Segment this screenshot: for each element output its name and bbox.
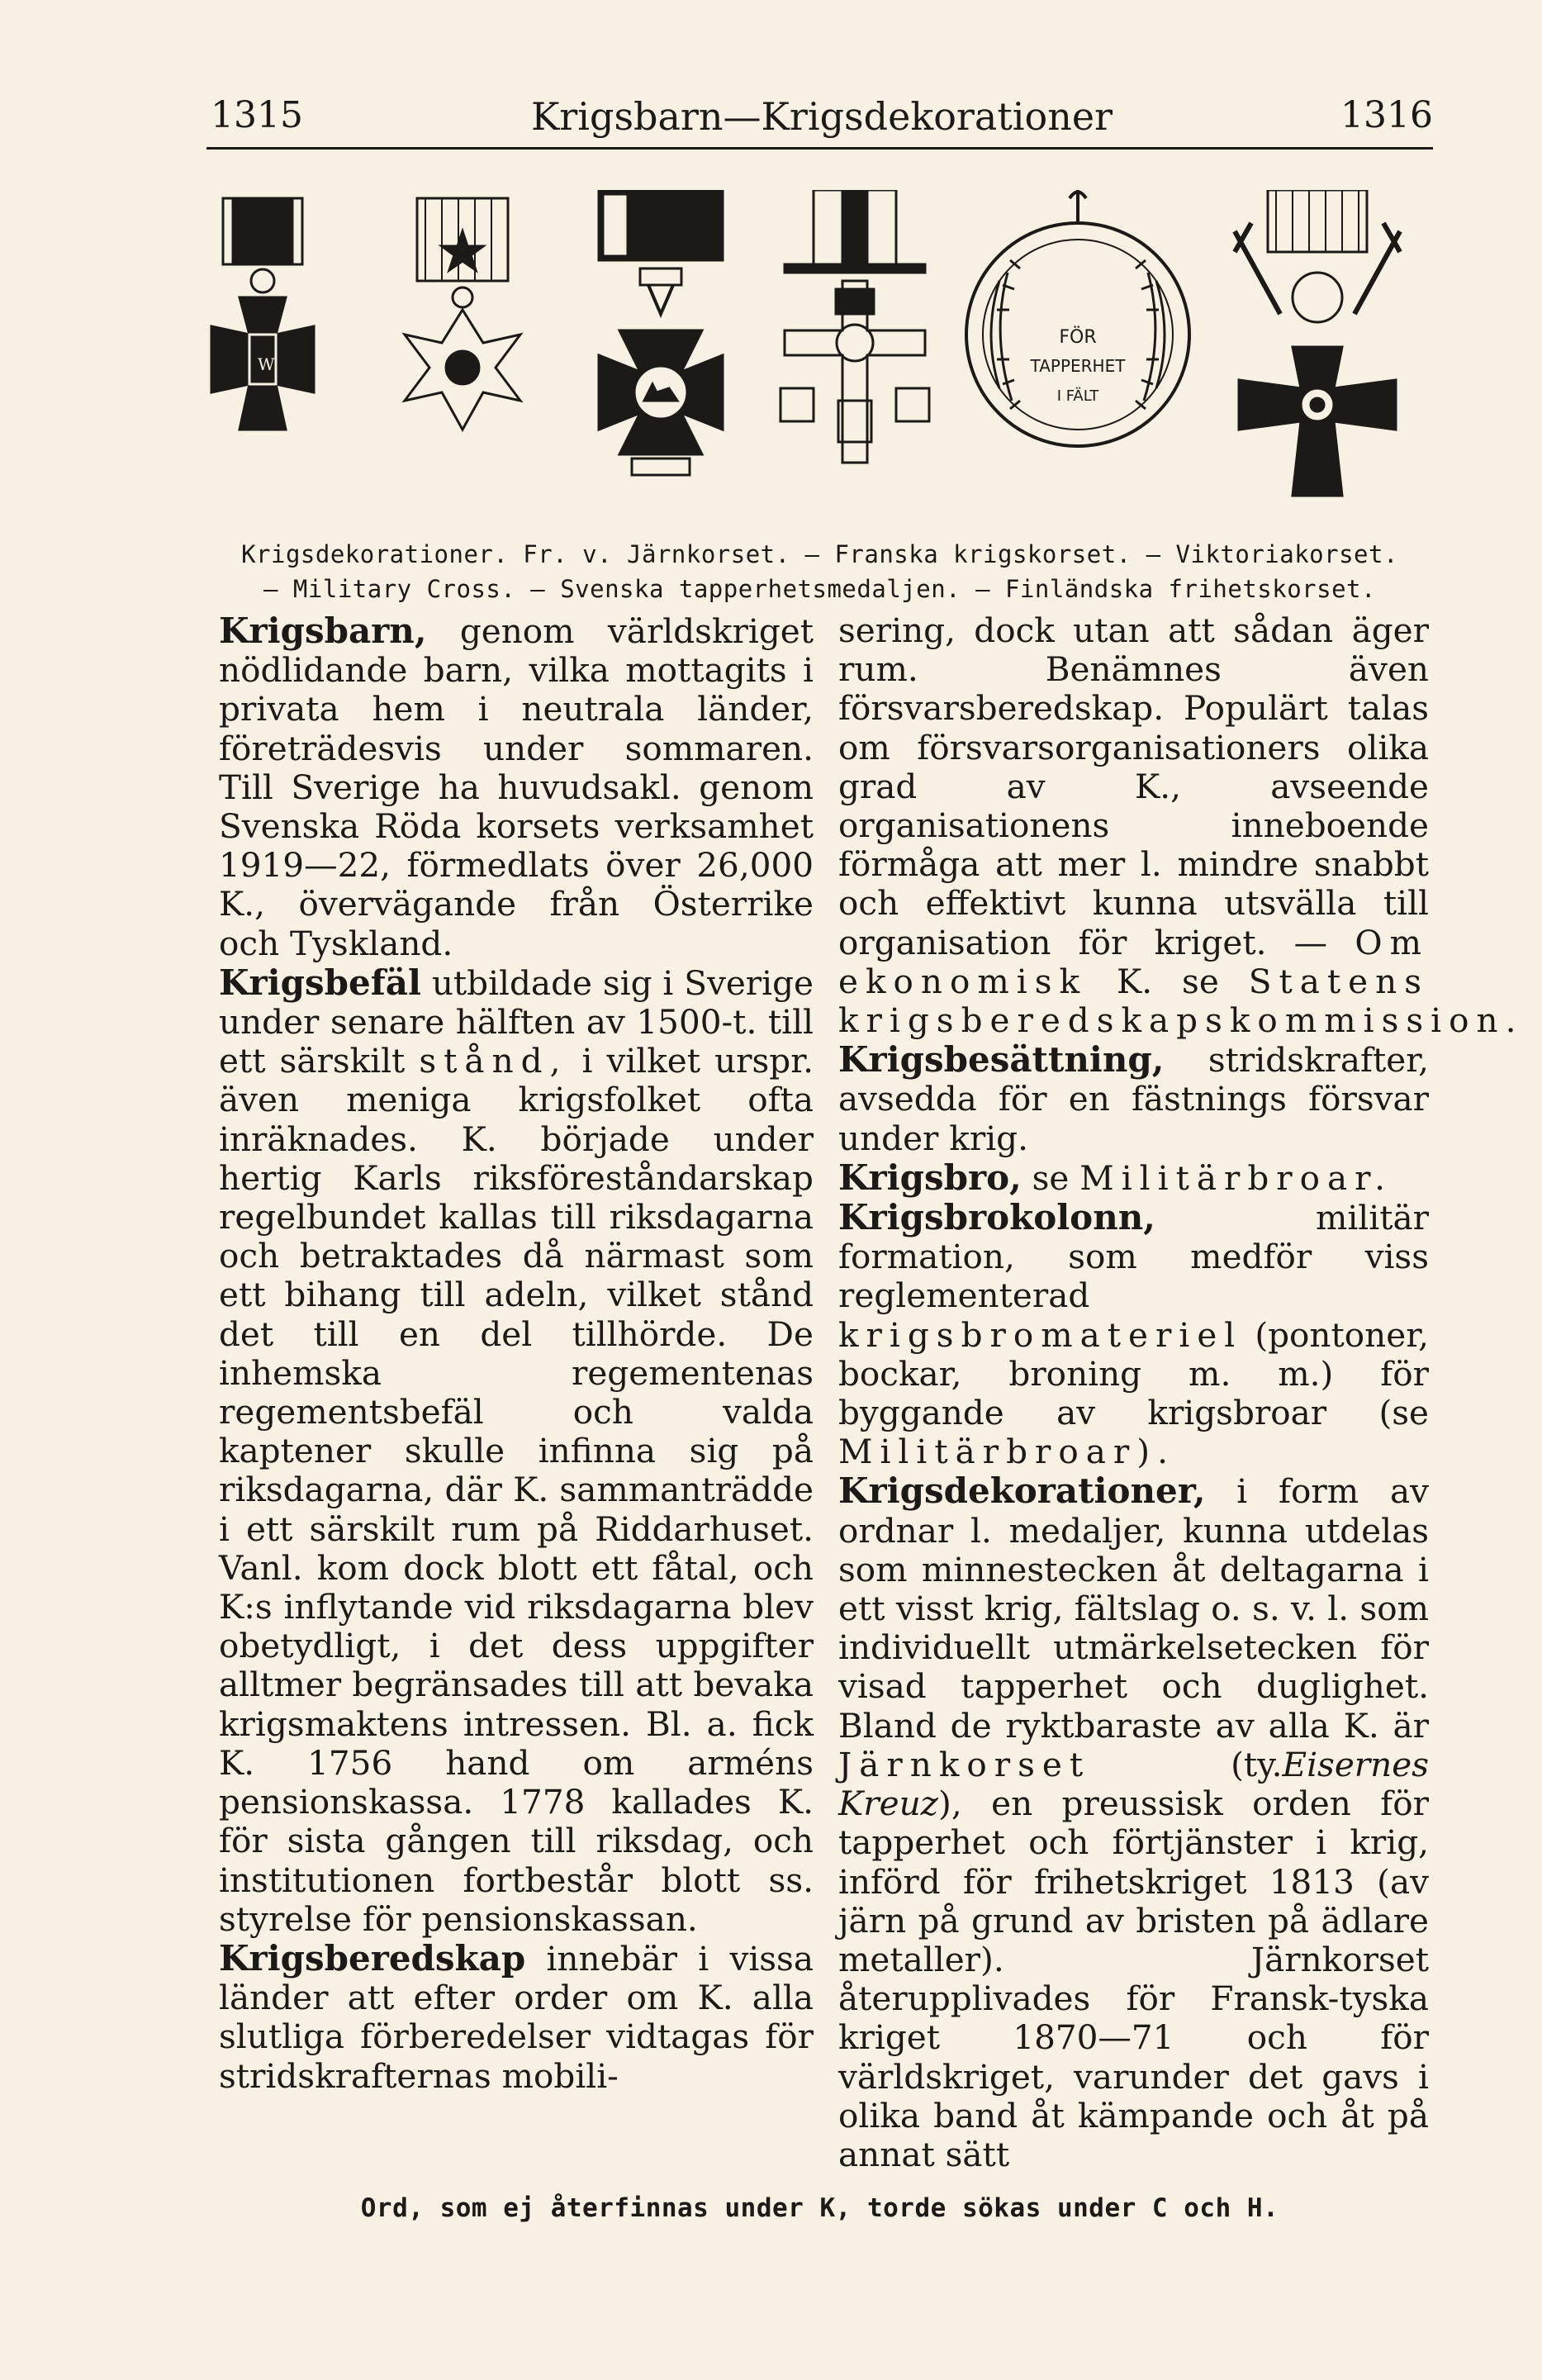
page-number-right: 1316 xyxy=(1340,94,1433,136)
entry-text: K. se xyxy=(1116,961,1219,1001)
entry-text: utbildade sig i Sverige under senare hälften av 1500-t. till ett särskilt xyxy=(219,962,814,1081)
entry-krigsbarn xyxy=(219,611,814,963)
entry-text: sering, dock utan att sådan äger rum. Benämnes även försvarsberedskap. Populärt talas om försvarsorganisationers olika grad av K., avseende organisationens inneboende förmåga att mer l. mindre snabbt och effektivt kunna utsvälla till organisation för kriget. — xyxy=(838,610,1429,962)
headword-krigsdekorationer: Krigsdekorationer, xyxy=(838,1470,1206,1512)
headword-krigsbefal: Krigsbefäl xyxy=(219,962,421,1003)
spaced-term: krigsbromateriel xyxy=(838,1314,1243,1355)
entry-krigsbefal xyxy=(219,963,814,1939)
left-column xyxy=(219,611,814,2096)
spaced-term: Militärbroar). xyxy=(838,1432,1175,1472)
spaced-term: stånd, xyxy=(419,1041,568,1081)
entry-text: militär formation, som medför viss reglementerad xyxy=(838,1198,1429,1316)
entry-krigsbro xyxy=(838,1158,1429,1198)
spaced-term: Statens krigsberedskapskommission. xyxy=(838,961,1524,1041)
italic-term: Eisernes Kreuz xyxy=(838,1744,1429,1824)
medals-illustration xyxy=(206,190,1433,520)
spaced-term: Militärbroar. xyxy=(1079,1157,1393,1198)
medal-text-1: FÖR xyxy=(1059,327,1097,348)
caption-line-1: Krigsdekorationer. Fr. v. Järnkorset. — Franska krigskorset. — Viktoriakorset. xyxy=(241,540,1398,568)
headword-krigsberedskap: Krigsberedskap xyxy=(219,1937,526,1979)
entry-krigsbesattning xyxy=(838,1040,1429,1158)
headword-krigsbrokolonn: Krigsbrokolonn, xyxy=(838,1197,1155,1238)
headword-krigsbesattning: Krigsbesättning, xyxy=(838,1039,1165,1081)
entry-text: se xyxy=(1032,1157,1070,1198)
croix-de-guerre-medal xyxy=(405,198,520,430)
headword-krigsbarn: Krigsbarn, xyxy=(219,610,427,651)
spaced-term: Om ekonomisk xyxy=(838,922,1429,1001)
entry-krigsberedskap xyxy=(219,1939,814,2096)
swedish-bravery-medal xyxy=(966,190,1189,446)
entry-text: i vilket urspr. även meniga krigsfolket ofta inräknades. K. började under hertig Karls riksföreståndarskap regelbundet kallas till riksdagarna och betraktades då närmast som ett bihang till adeln, vilket stånd det till en del tillhörde. De inhemska regementenas regementsbefäl och valda kaptener skulle infinna sig på riksdagarna, där K. sammanträdde i ett särskilt rum på Riddarhuset. Vanl. kom dock blott ett fåtal, och K:s inflytande vid riksdagarna blev obetydligt, i det dess uppgifter alltmer begränsades till att bevaka krigsmaktens intressen. Bl. a. fick K. 1756 hand om arméns pensionskassa. 1778 kallades K. för sista gången till riksdag, och institutionen fortbestår blott ss. styrelse för pensionskassan. xyxy=(219,1041,814,1939)
page-footer-note: Ord, som ej återfinnas under K, torde sökas under C och H. xyxy=(360,2193,1279,2223)
right-column xyxy=(838,610,1524,2174)
entry-krigsdekorationer xyxy=(838,1471,1429,2174)
page-header xyxy=(211,91,1433,149)
finnish-cross-of-liberty-medal xyxy=(1235,190,1400,496)
header-rule xyxy=(206,147,1433,150)
running-title: Krigsbarn—Krigsdekorationer xyxy=(530,94,1113,139)
caption-line-2: — Military Cross. — Svenska tapperhetsmedaljen. — Finländska frihetskorset. xyxy=(263,575,1376,603)
military-cross-medal xyxy=(780,190,929,463)
entry-text: genom världskriget nödlidande barn, vilka mottagits i privata hem i neutrala länder, företrädesvis under sommaren. Till Sverige ha huvudsakl. genom Svenska Röda korsets verksamhet 1919—22, förmedlats över 26,000 K., övervägande från Österrike och Tyskland. xyxy=(219,611,814,963)
spaced-term: Järnkorset xyxy=(838,1744,1091,1784)
figure-caption xyxy=(206,537,1433,606)
entry-text: (pontoner, bockar, broning m. m.) för byggande av krigsbroar (se xyxy=(838,1314,1429,1433)
iron-cross-medal xyxy=(211,198,314,430)
svg-text:W: W xyxy=(258,354,275,374)
page-number-left: 1315 xyxy=(211,94,303,136)
entry-text: innebär i vissa länder att efter order om K. alla slutliga förberedelser vidtagas för stridskrafternas mobili- xyxy=(219,1938,814,2096)
entry-text: (ty. xyxy=(1231,1744,1283,1784)
entry-krigsberedskap-continued xyxy=(838,610,1524,1041)
victoria-cross-medal xyxy=(599,190,723,475)
entry-text: stridskrafter, avsedda för en fästnings försvar under krig. xyxy=(838,1040,1429,1158)
medal-text-3: I FÄLT xyxy=(1056,387,1099,405)
headword-krigsbro: Krigsbro, xyxy=(838,1157,1022,1198)
entry-text: i form av ordnar l. medaljer, kunna utdelas som minnestecken åt deltagarna i ett visst krig, fältslag o. s. v. l. som individuellt utmärkelsetecken för visad tapperhet och duglighet. Bland de ryktbaraste av alla K. är xyxy=(838,1471,1429,1746)
entry-krigsbrokolonn xyxy=(838,1198,1429,1471)
entry-text: ), en preussisk orden för tapperhet och förtjänster i krig, införd för frihetskriget 1813 (av järn på grund av bristen på ädlare metaller). Järnkorset återupplivades för Fransk-tyska kriget 1870—71 och för världskriget, varunder det gavs i olika band åt kämpande och åt på annat sätt xyxy=(838,1784,1429,2174)
medal-text-2: TAPPERHET xyxy=(1030,356,1126,376)
